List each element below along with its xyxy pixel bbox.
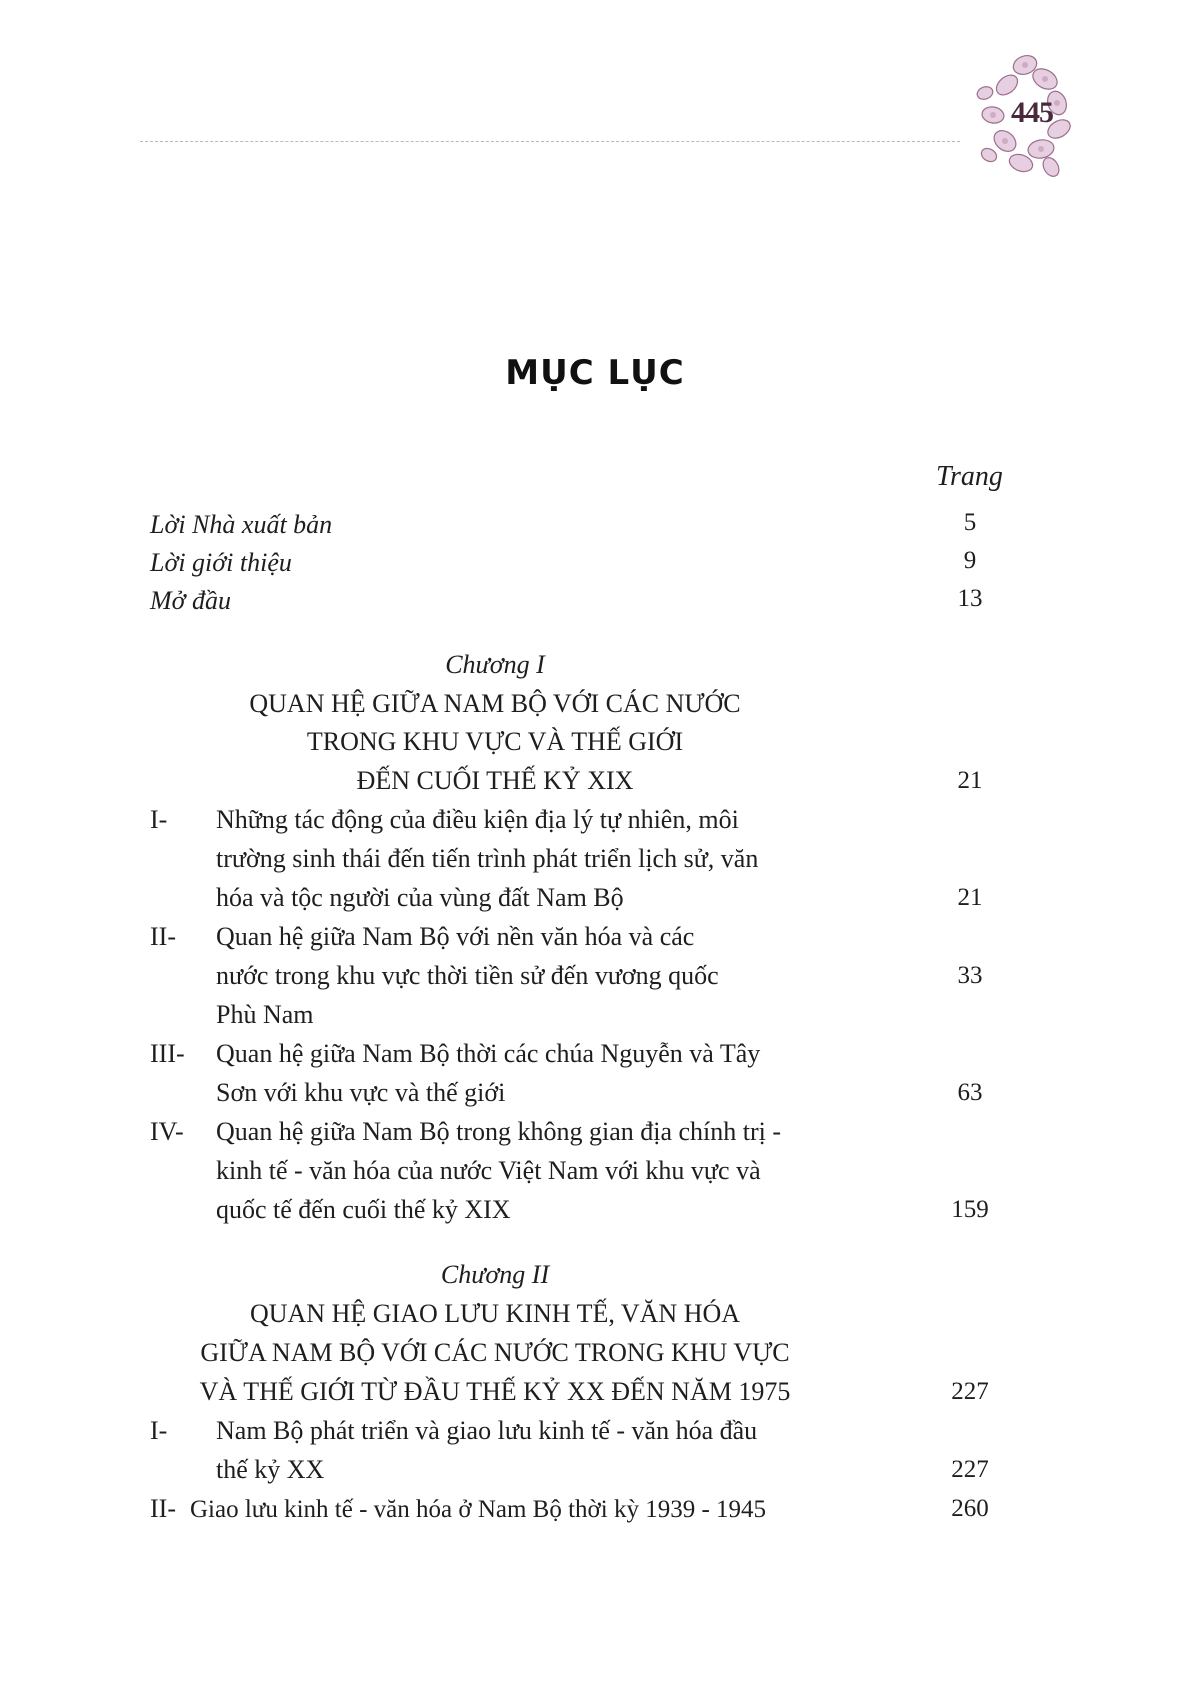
page-number: 445 <box>1011 96 1053 129</box>
page-title: MỤC LỤC <box>505 353 685 393</box>
section-text: Phù Nam <box>216 1000 314 1029</box>
section-text: hóa và tộc người của vùng đất Nam Bộ <box>216 883 624 912</box>
section-text: Sơn với khu vực và thế giới <box>216 1078 506 1107</box>
toc-section-line <box>150 805 739 835</box>
toc-page-number: 21 <box>957 884 983 911</box>
toc-page-number: 13 <box>957 585 983 612</box>
section-text: Quan hệ giữa Nam Bộ trong không gian địa chính trị - <box>216 1117 782 1146</box>
toc-entry-publisher-note: Lời Nhà xuất bản <box>150 510 333 539</box>
section-numeral: II- <box>150 1494 176 1523</box>
section-text: Giao lưu kinh tế - văn hóa ở Nam Bộ thời kỳ 1939 - 1945 <box>190 1496 767 1523</box>
toc-page-number: 227 <box>951 1378 989 1405</box>
toc-entry-opening: Mở đầu <box>150 586 232 615</box>
toc-page-number: 227 <box>951 1456 989 1483</box>
toc-section-line <box>150 922 694 952</box>
toc-section-line <box>150 1416 757 1446</box>
toc-page-number: 9 <box>963 547 977 574</box>
chapter-heading: Chương I <box>445 650 545 679</box>
toc-section-line <box>150 1039 760 1069</box>
chapter-title-line: QUAN HỆ GIỮA NAM BỘ VỚI CÁC NƯỚC <box>249 689 741 718</box>
toc-entry-introduction: Lời giới thiệu <box>150 548 292 577</box>
page-column-header: Trang <box>936 461 1003 492</box>
chapter-heading: Chương II <box>440 1260 550 1289</box>
toc-page-number: 159 <box>951 1196 989 1223</box>
toc-section-line <box>150 1117 781 1147</box>
section-text: Những tác động của điều kiện địa lý tự nhiên, môi <box>216 805 739 834</box>
toc-section-line <box>150 1494 766 1525</box>
chapter-title-line: ĐẾN CUỐI THẾ KỶ XIX <box>356 766 634 795</box>
section-numeral: I- <box>150 805 168 834</box>
section-text: Quan hệ giữa Nam Bộ với nền văn hóa và các <box>216 922 695 951</box>
section-text: nước trong khu vực thời tiền sử đến vương quốc <box>216 961 719 990</box>
chapter-title-line: QUAN HỆ GIAO LƯU KINH TẾ, VĂN HÓA <box>249 1299 741 1328</box>
toc-page-number: 260 <box>951 1495 989 1522</box>
section-text: trường sinh thái đến tiến trình phát triển lịch sử, văn <box>216 844 759 873</box>
section-text: quốc tế đến cuối thế kỷ XIX <box>216 1195 511 1224</box>
chapter-title-line: VÀ THẾ GIỚI TỪ ĐẦU THẾ KỶ XX ĐẾN NĂM 1975 <box>199 1377 791 1406</box>
toc-page-number: 5 <box>963 509 977 536</box>
section-numeral: IV- <box>150 1117 184 1146</box>
section-text: thế kỷ XX <box>216 1455 325 1484</box>
section-text: Quan hệ giữa Nam Bộ thời các chúa Nguyễn và Tây <box>216 1039 761 1068</box>
chapter-title-line: GIỮA NAM BỘ VỚI CÁC NƯỚC TRONG KHU VỰC <box>200 1338 790 1367</box>
section-text: kinh tế - văn hóa của nước Việt Nam với khu vực và <box>216 1156 761 1185</box>
section-numeral: I- <box>150 1416 168 1445</box>
header-rule <box>140 141 960 142</box>
chapter-title-line: TRONG KHU VỰC VÀ THẾ GIỚI <box>306 727 684 756</box>
toc-page-number: 63 <box>957 1079 983 1106</box>
section-text: Nam Bộ phát triển và giao lưu kinh tế - văn hóa đầu <box>216 1416 758 1445</box>
section-numeral: II- <box>150 922 176 951</box>
toc-page-number: 21 <box>957 767 983 794</box>
toc-page-number: 33 <box>957 962 983 989</box>
section-numeral: III- <box>150 1039 185 1068</box>
